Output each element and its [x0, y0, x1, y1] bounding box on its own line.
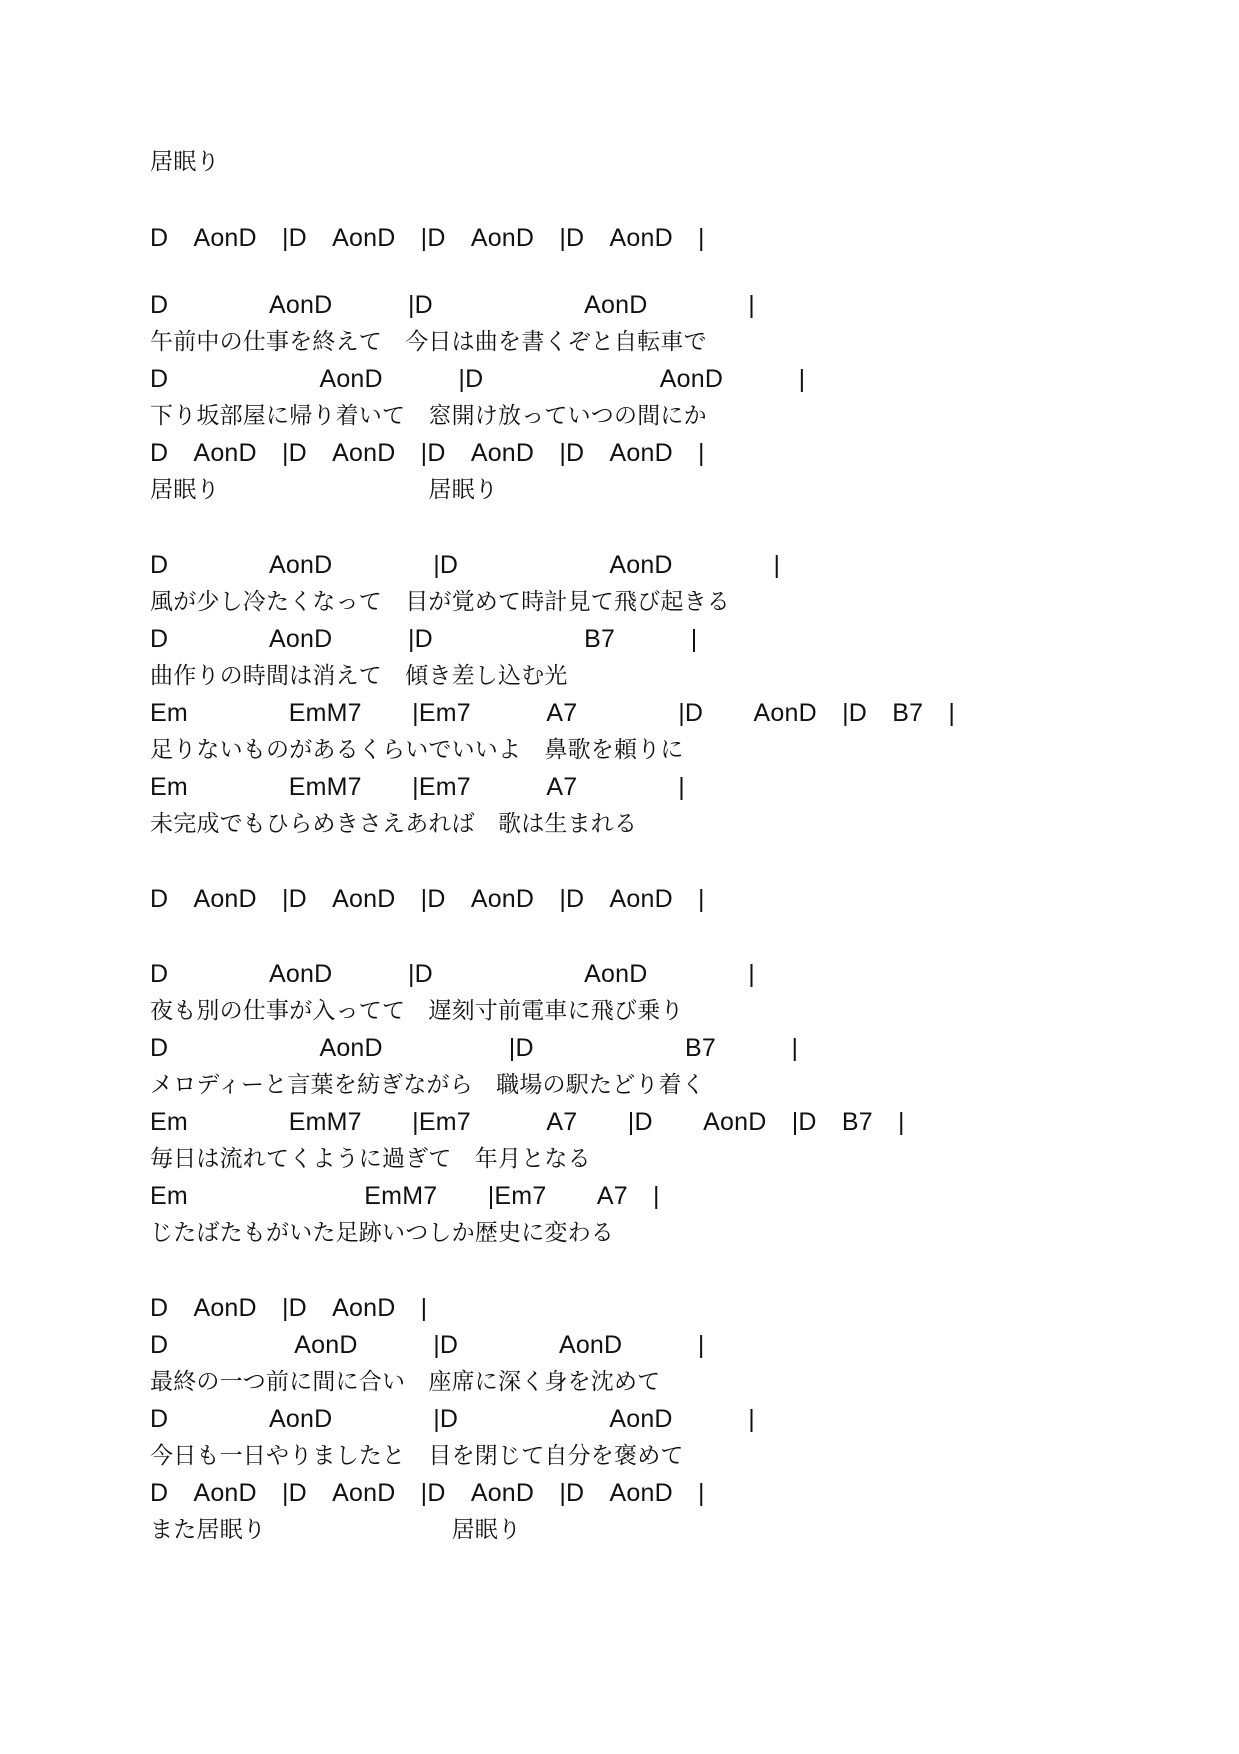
lyric-line: 下り坂部屋に帰り着いて 窓開け放っていつの間にか [150, 403, 707, 429]
lyric-line: じたばたもがいた足跡いつしか歴史に変わる [150, 1220, 614, 1246]
chord-line: D AonD |D AonD | [150, 1294, 428, 1322]
lyric-line: 足りないものがあるくらいでいいよ 鼻歌を頼りに [150, 737, 684, 763]
chord-line: Em EmM7 |Em7 A7 |D AonD |D B7 | [150, 699, 956, 727]
chord-line: D AonD |D AonD | [150, 551, 781, 579]
lyric-line: 居眠り 居眠り [150, 477, 498, 503]
chord-line: D AonD |D B7 | [150, 625, 698, 653]
chord-line: Em EmM7 |Em7 A7 |D AonD |D B7 | [150, 1108, 905, 1136]
chord-line: Em EmM7 |Em7 A7 | [150, 773, 685, 801]
song-title: 居眠り [150, 149, 220, 175]
lyric-line: 夜も別の仕事が入ってて 遅刻寸前電車に飛び乗り [150, 998, 684, 1024]
lyric-line: 風が少し冷たくなって 目が覚めて時計見て飛び起きる [150, 589, 730, 615]
lyric-line: メロディーと言葉を紡ぎながら 職場の駅たどり着く [150, 1072, 705, 1098]
chord-line: D AonD |D AonD | [150, 291, 755, 319]
lyric-line: 最終の一つ前に間に合い 座席に深く身を沈めて [150, 1369, 661, 1395]
chord-line: D AonD |D B7 | [150, 1034, 799, 1062]
lyric-line: 毎日は流れてくように過ぎて 年月となる [150, 1146, 591, 1172]
lyric-line: また居眠り 居眠り [150, 1517, 522, 1543]
lyric-line: 未完成でもひらめきさえあれば 歌は生まれる [150, 811, 638, 837]
chord-line: D AonD |D AonD |D AonD |D AonD | [150, 1479, 705, 1507]
chord-line: D AonD |D AonD |D AonD |D AonD | [150, 885, 705, 913]
chord-line: D AonD |D AonD | [150, 1405, 755, 1433]
chord-line: D AonD |D AonD | [150, 365, 806, 393]
lyric-line: 午前中の仕事を終えて 今日は曲を書くぞと自転車で [150, 329, 707, 355]
lyric-line: 今日も一日やりましたと 目を閉じて自分を褒めて [150, 1443, 684, 1469]
chord-line: D AonD |D AonD | [150, 960, 755, 988]
chord-line: D AonD |D AonD | [150, 1331, 705, 1359]
chord-line: D AonD |D AonD |D AonD |D AonD | [150, 439, 705, 467]
lyric-line: 曲作りの時間は消えて 傾き差し込む光 [150, 663, 568, 689]
chord-line: D AonD |D AonD |D AonD |D AonD | [150, 224, 705, 252]
chord-line: Em EmM7 |Em7 A7 | [150, 1182, 660, 1210]
